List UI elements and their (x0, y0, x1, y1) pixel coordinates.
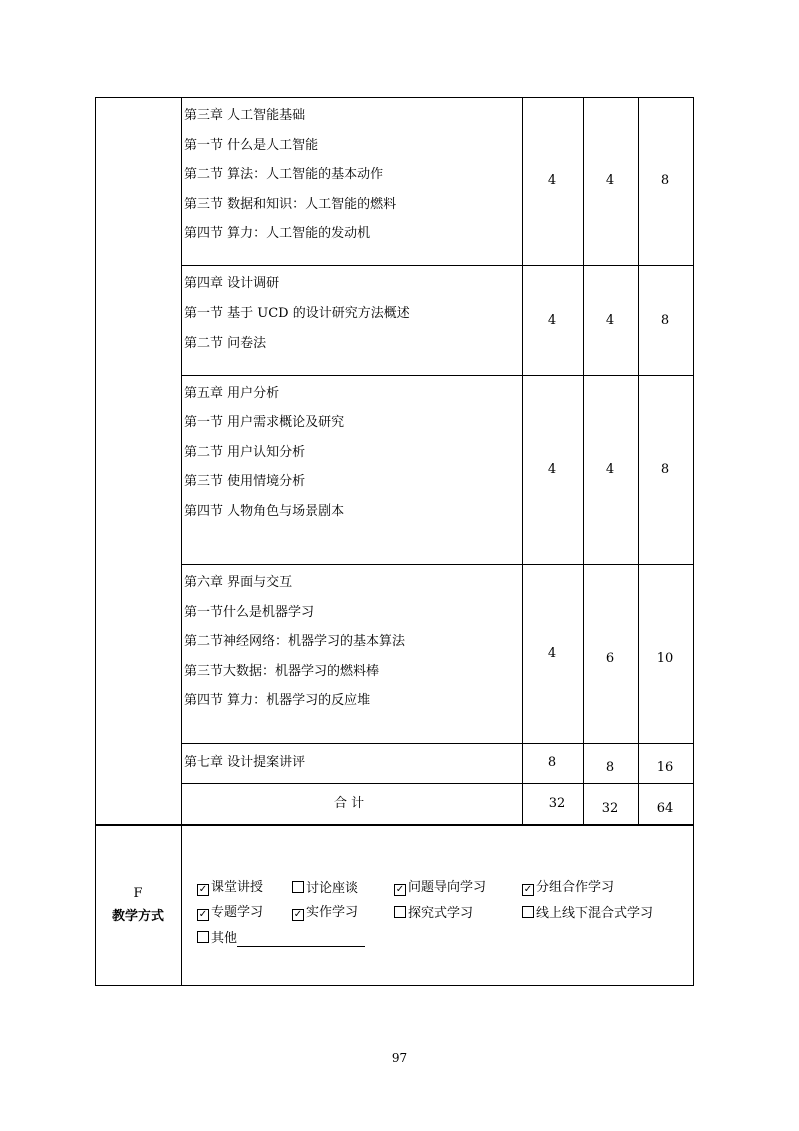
hours-value: 8 (605, 760, 615, 775)
total-value: 32 (548, 796, 566, 811)
total-value: 32 (601, 801, 619, 816)
chapter-line: 第二节 问卷法 (184, 336, 267, 351)
chapter-line: 第五章 用户分析 (184, 386, 280, 401)
table-border-right (693, 97, 694, 986)
hours-value: 4 (547, 646, 557, 661)
chapter-line: 第三节大数据：机器学习的燃料棒 (184, 664, 380, 679)
chapter-line: 第三节 使用情境分析 (184, 474, 306, 489)
row-divider (181, 375, 694, 376)
other-blank-line[interactable] (237, 932, 365, 947)
column-divider-1 (181, 97, 182, 986)
row-divider (181, 265, 694, 266)
hours-value: 4 (547, 313, 557, 328)
chapter-line: 第四节 算力：人工智能的发动机 (184, 226, 371, 241)
checkbox-icon[interactable] (292, 881, 304, 893)
hours-value: 8 (547, 755, 557, 770)
checkbox-icon[interactable]: ✓ (395, 884, 405, 895)
column-divider-4 (638, 97, 639, 825)
teaching-title: 教学方式 (111, 909, 164, 924)
option-discussion[interactable]: 讨论座谈 (292, 880, 358, 897)
chapter-line: 第一节 什么是人工智能 (184, 138, 319, 153)
checkbox-icon[interactable]: ✓ (198, 884, 208, 895)
checkbox-icon[interactable] (197, 931, 209, 943)
column-divider-2 (522, 97, 523, 825)
teaching-code: F (133, 886, 143, 901)
chapter-line: 第六章 界面与交互 (184, 575, 293, 590)
chapter-line: 第七章 设计提案讲评 (184, 755, 306, 770)
table-border-bottom (95, 985, 694, 986)
hours-value: 4 (547, 173, 557, 188)
hours-value: 4 (605, 313, 615, 328)
hours-value: 4 (605, 462, 615, 477)
row-divider (181, 564, 694, 565)
chapter-line: 第四节 人物角色与场景剧本 (184, 504, 345, 519)
checkbox-icon[interactable] (522, 906, 534, 918)
chapter-line: 第一节 基于 UCD 的设计研究方法概述 (184, 306, 410, 321)
option-topic-study[interactable]: ✓ 专题学习 (198, 905, 264, 920)
checkbox-icon[interactable]: ✓ (523, 884, 533, 895)
option-lecture[interactable]: ✓ 课堂讲授 (198, 880, 264, 895)
checkbox-icon[interactable] (394, 906, 406, 918)
chapter-line: 第三章 人工智能基础 (184, 108, 306, 123)
hours-value: 16 (656, 760, 674, 775)
table-border-top (95, 97, 694, 98)
chapter-line: 第一节 用户需求概论及研究 (184, 415, 345, 430)
checkbox-icon[interactable]: ✓ (198, 909, 208, 920)
chapter-line: 第二节 用户认知分析 (184, 445, 306, 460)
checkbox-icon[interactable]: ✓ (293, 909, 303, 920)
total-value: 64 (656, 801, 674, 816)
option-practice-study[interactable]: ✓ 实作学习 (293, 905, 359, 920)
total-label: 合 计 (334, 796, 365, 811)
row-divider (181, 743, 694, 744)
chapter-line: 第二节神经网络：机器学习的基本算法 (184, 634, 406, 649)
hours-value: 8 (660, 313, 670, 328)
hours-value: 10 (656, 651, 674, 666)
option-blended-learning[interactable]: 线上线下混合式学习 (522, 905, 653, 922)
chapter-line: 第一节什么是机器学习 (184, 605, 315, 620)
option-group-cooperation[interactable]: ✓ 分组合作学习 (523, 880, 615, 895)
chapter-line: 第三节 数据和知识：人工智能的燃料 (184, 197, 397, 212)
column-divider-3 (583, 97, 584, 825)
chapter-line: 第四章 设计调研 (184, 276, 280, 291)
hours-value: 4 (605, 173, 615, 188)
page-number: 97 (391, 1051, 408, 1065)
hours-value: 6 (605, 651, 615, 666)
hours-value: 8 (660, 173, 670, 188)
hours-value: 8 (660, 462, 670, 477)
table-border-left (95, 97, 96, 986)
section-divider (95, 824, 694, 826)
row-divider (181, 783, 694, 784)
option-problem-based[interactable]: ✓ 问题导向学习 (395, 880, 487, 895)
option-other[interactable]: 其他 (197, 930, 365, 947)
hours-value: 4 (547, 462, 557, 477)
chapter-line: 第四节 算力：机器学习的反应堆 (184, 693, 371, 708)
chapter-line: 第二节 算法：人工智能的基本动作 (184, 167, 384, 182)
option-inquiry-study[interactable]: 探究式学习 (394, 905, 473, 922)
